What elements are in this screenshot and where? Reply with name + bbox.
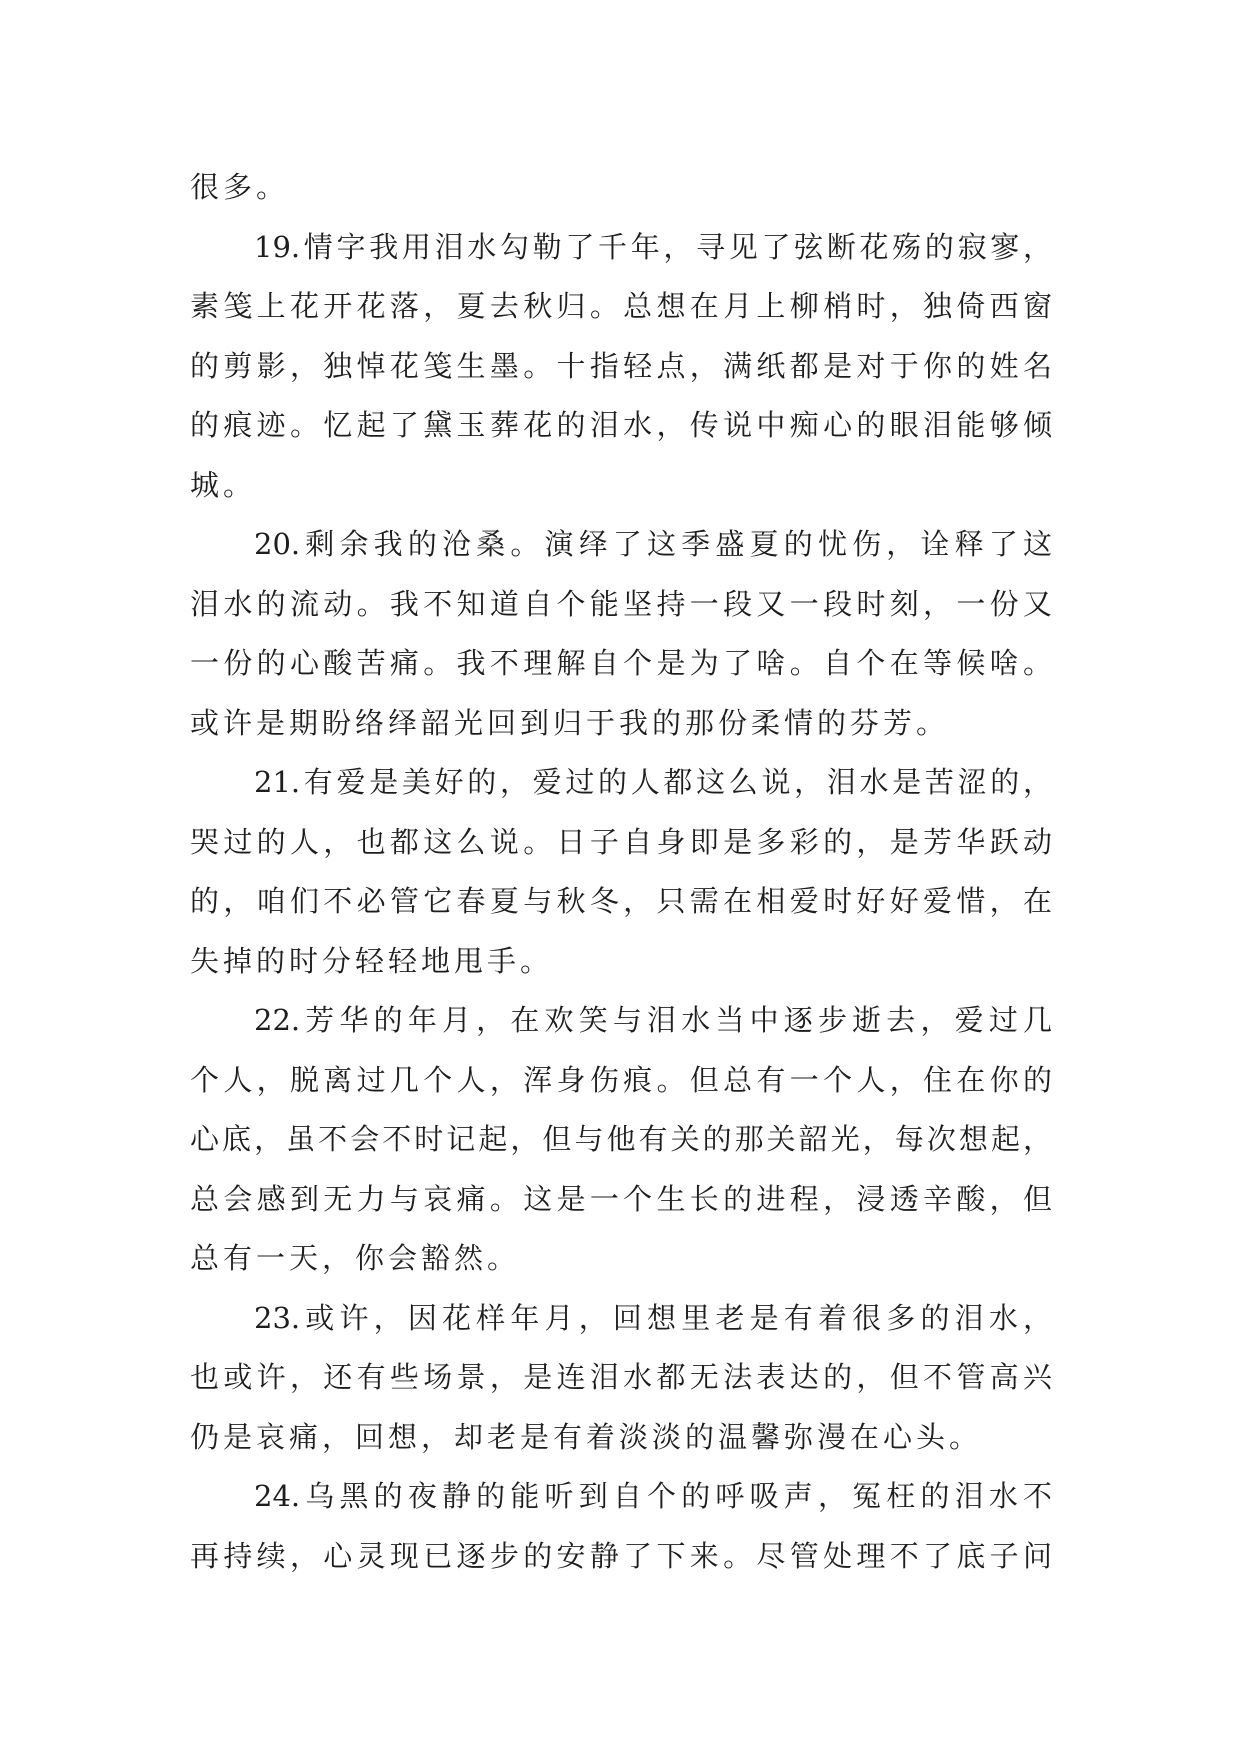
paragraph-22-first-line: 22.芳华的年月，在欢笑与泪水当中逐步逝去，爱过几 — [254, 1003, 1052, 1037]
text-line: 的，咱们不必管它春夏与秋冬，只需在相爱时好好爱惜，在 — [190, 884, 1052, 918]
document-body — [190, 158, 1052, 1586]
text-line: 也或许，还有些场景，是连泪水都无法表达的，但不管高兴 — [190, 1360, 1052, 1394]
text-line: 很多。 — [190, 170, 290, 204]
text-line: 或许是期盼络绎韶光回到归于我的那份柔情的芬芳。 — [190, 705, 950, 740]
text-line: 的剪影，独悼花笺生墨。十指轻点，满纸都是对于你的姓名 — [190, 348, 1052, 383]
text-line: 总有一天，你会豁然。 — [190, 1241, 521, 1275]
text-line: 的痕迹。忆起了黛玉葬花的泪水，传说中痴心的眼泪能够倾 — [190, 408, 1052, 442]
text-line: 素笺上花开花落，夏去秋归。总想在月上柳梢时，独倚西窗 — [190, 289, 1052, 323]
text-line: 总会感到无力与哀痛。这是一个生长的进程，浸透辛酸，但 — [190, 1181, 1052, 1216]
paragraph-24-first-line: 24.乌黑的夜静的能听到自个的呼吸声，冤枉的泪水不 — [254, 1479, 1052, 1513]
text-line: 再持续，心灵现已逐步的安静了下来。尽管处理不了底子问 — [190, 1538, 1052, 1573]
paragraph-19-first-line: 19.情字我用泪水勾勒了千年，寻见了弦断花殇的寂寥， — [254, 229, 1052, 264]
text-line: 泪水的流动。我不知道自个能坚持一段又一段时刻，一份又 — [190, 586, 1052, 621]
text-line: 失掉的时分轻轻地甩手。 — [190, 943, 554, 978]
text-line: 哭过的人，也都这么说。日子自身即是多彩的，是芳华跃动 — [190, 824, 1052, 859]
paragraph-20-first-line: 20.剩余我的沧桑。演绎了这季盛夏的忧伤，诠释了这 — [254, 527, 1052, 561]
text-line: 仍是哀痛，回想，却老是有着淡淡的温馨弥漫在心头。 — [190, 1419, 983, 1454]
text-line: 一份的心酸苦痛。我不理解自个是为了啥。自个在等候啥。 — [190, 646, 1052, 680]
paragraph-23-first-line: 23.或许，因花样年月，回想里老是有着很多的泪水， — [254, 1300, 1052, 1335]
text-line: 心底，虽不会不时记起，但与他有关的那关韶光，每次想起， — [190, 1122, 1052, 1156]
paragraph-21-first-line: 21.有爱是美好的，爱过的人都这么说，泪水是苦涩的， — [254, 765, 1052, 799]
text-line: 个人，脱离过几个人，浑身伤痕。但总有一个人，住在你的 — [190, 1062, 1052, 1097]
text-line: 城。 — [190, 467, 257, 502]
